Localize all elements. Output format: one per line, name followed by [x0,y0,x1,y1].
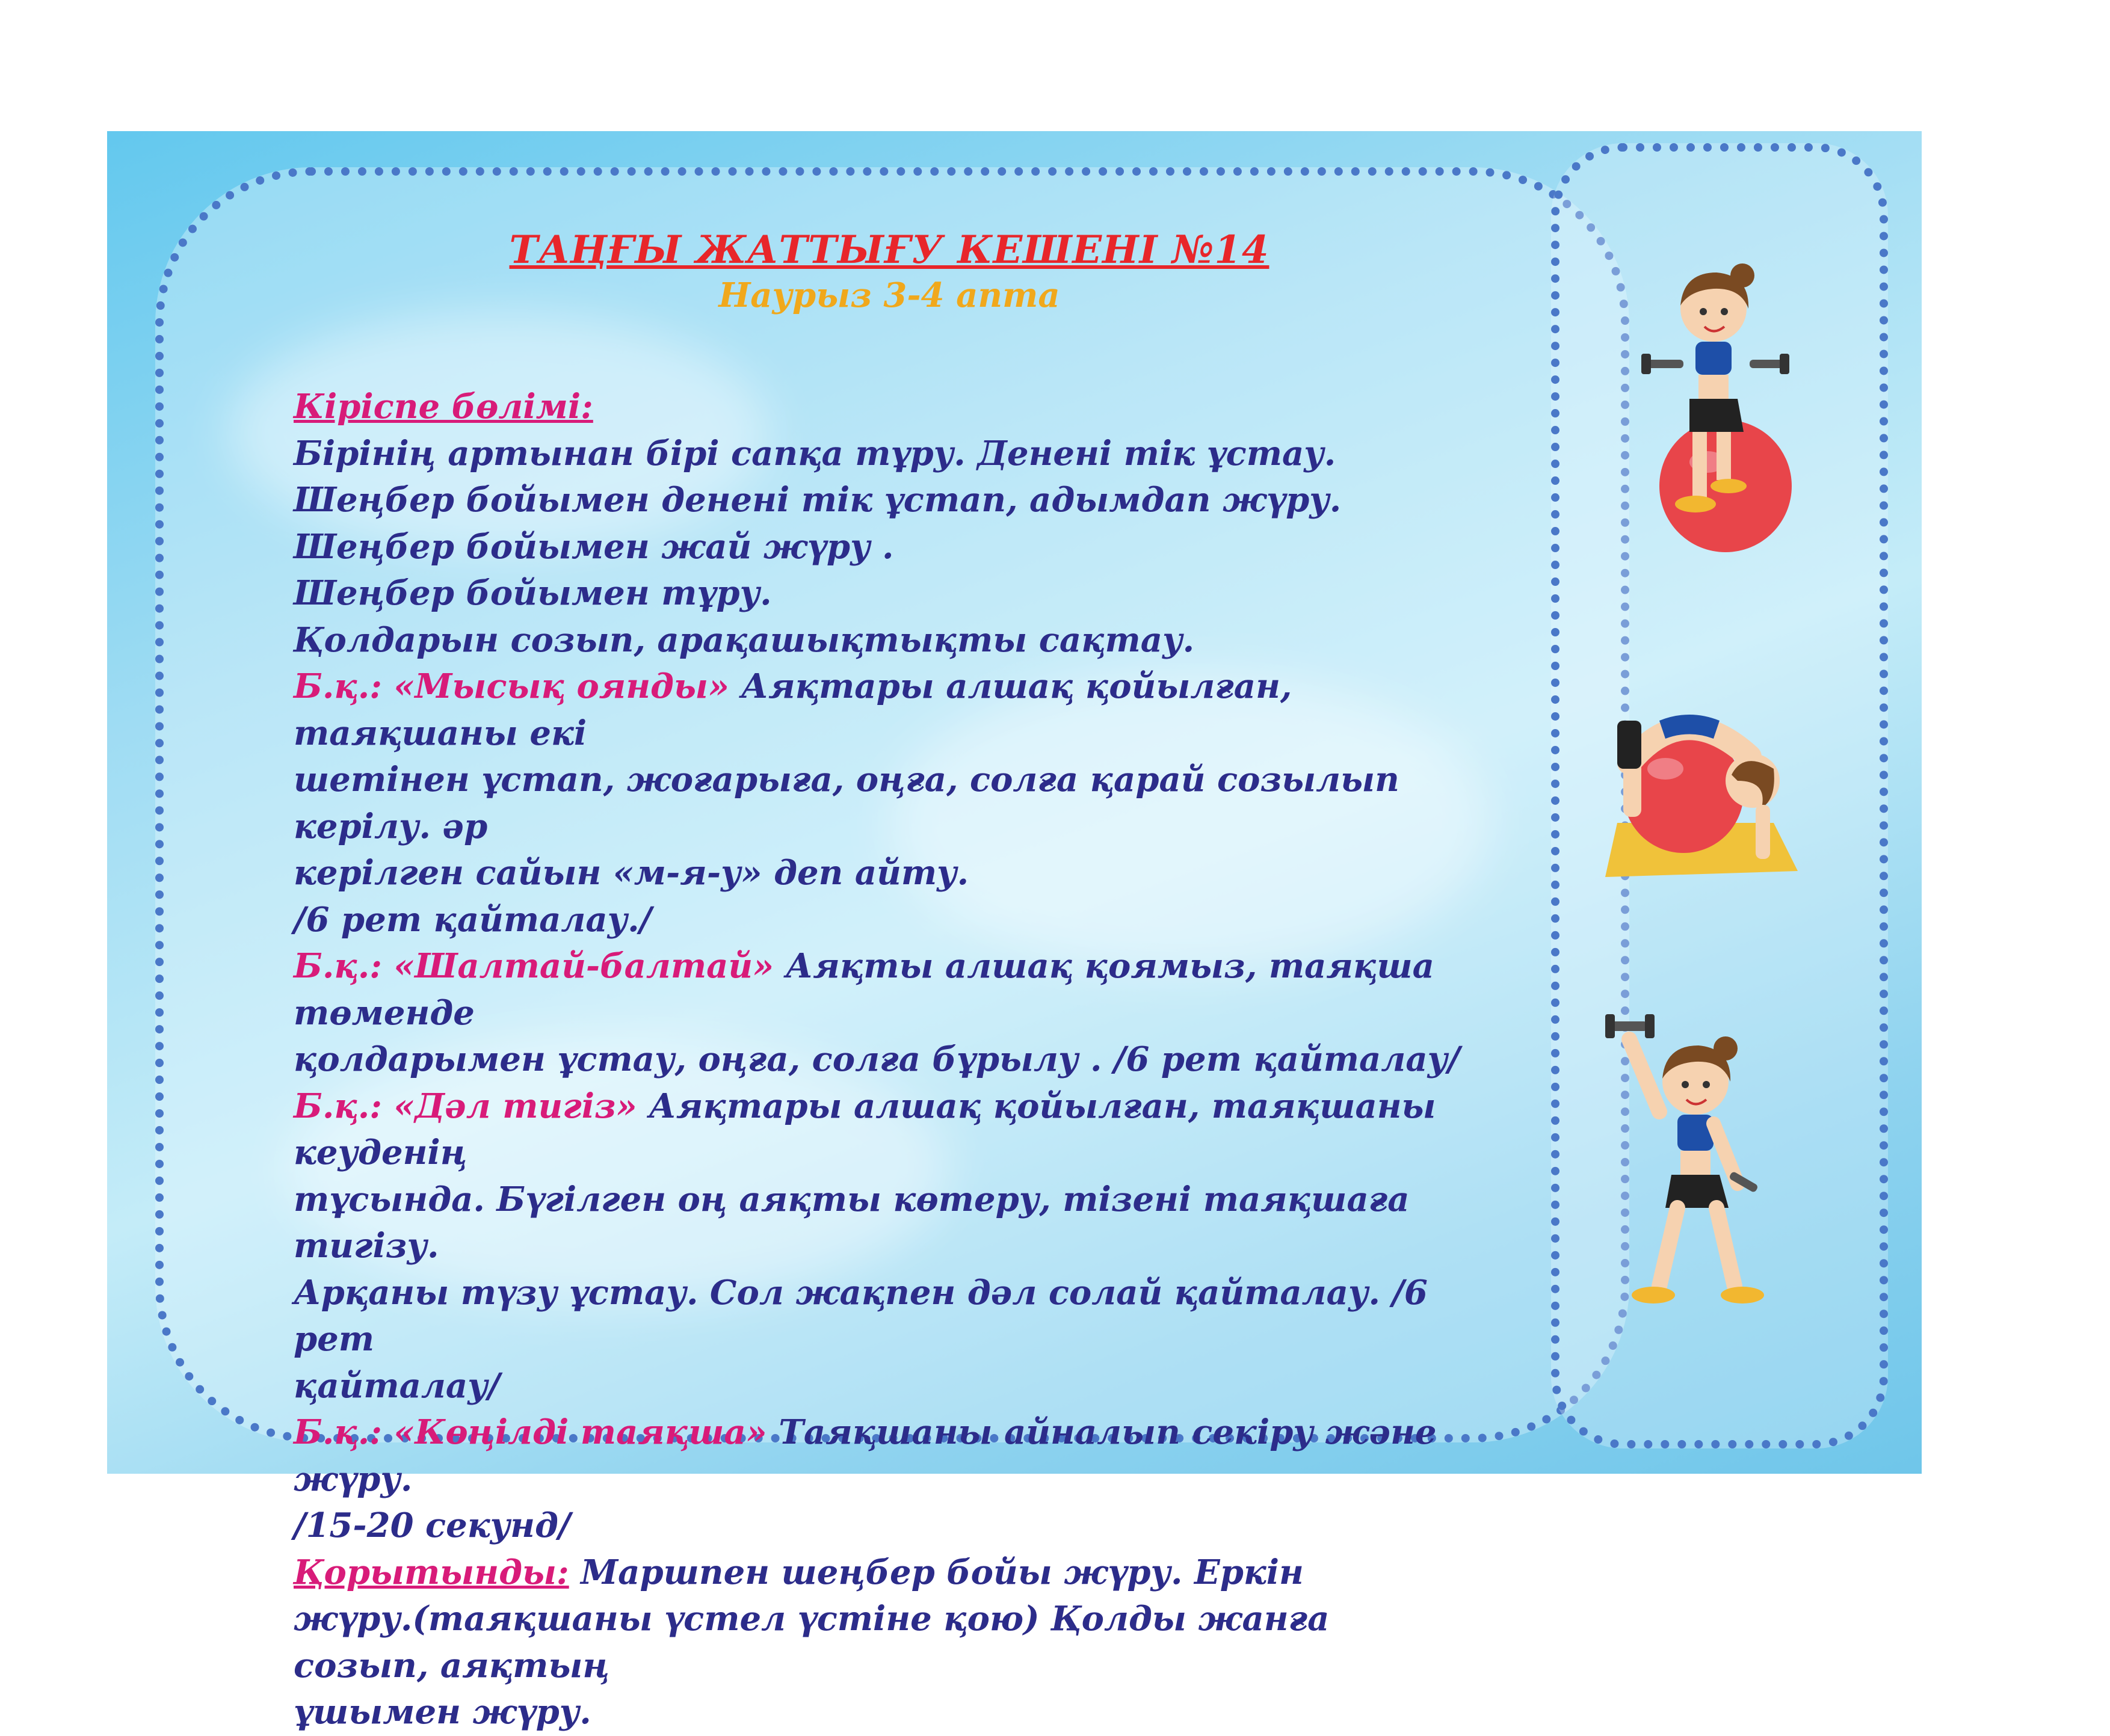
conclusion [294,1550,1473,1596]
intro-line: Шеңбер бойымен денені тік ұстап, адымдап жүру. [294,480,1342,520]
intro-heading: Кіріспе бөлімі: [294,387,593,426]
exercise-1-text: Аяқтары алшақ қойылған, таяқшаны екі [294,666,1292,753]
exercise-2 [294,943,1473,1036]
conclusion-line: ұшымен жүру. [294,1692,591,1732]
exercise-3-text: Аяқтары алшақ қойылған, таяқшаны кеуденің [294,1086,1436,1172]
page-title: ТАҢҒЫ ЖАТТЫҒУ КЕШЕНІ №14 [509,227,1269,272]
exercise-3-name: Б.қ.: «Дәл тигіз» [294,1086,637,1126]
page-subtitle: Наурыз 3-4 апта [718,275,1060,315]
intro-line: Бірінің артынан бірі сапқа тұру. Денені тік ұстау. [294,433,1336,473]
exercise-3 [294,1083,1473,1177]
exercise-1 [294,663,1473,757]
exercise-1-name: Б.қ.: «Мысық оянды» [294,666,729,706]
exercise-2-line: қолдарымен ұстау, оңға, солға бұрылу . /6 рет қайталау/ [294,1039,1460,1079]
conclusion-line: жүру.(таяқшаны үстел үстіне қою) Қолды жанға созып, аяқтың [294,1599,1330,1685]
exercise-2-text: Аяқты алшақ қоямыз, таяқша төменде [294,946,1434,1033]
conclusion-text: Маршпен шеңбер бойы жүру. Еркін [569,1552,1304,1592]
exercise-4-text: Таяқшаны айналып секіру және жүру. [294,1412,1437,1499]
intro-line: Шеңбер бойымен жай жүру . [294,526,894,567]
girl-backbend-ball-icon [1593,673,1810,901]
exercise-1-line: /6 рет қайталау./ [294,899,652,940]
exercise-1-line: керілген сайын «м-я-у» деп айту. [294,853,969,893]
exercise-3-line: Арқаны түзу ұстау. Сол жақпен дәл солай қайталау. /6 рет [294,1272,1428,1359]
conclusion-heading: Қорытынды: [294,1552,569,1592]
exercise-1-line: шетінен ұстап, жоғарыға, оңға, солға қарай созылып керілу. әр [294,760,1399,846]
exercise-text [294,384,1473,1736]
exercise-3-line: қайталау/ [294,1365,501,1406]
exercise-3-line: тұсында. Бүгілген оң аяқты көтеру, тізені таяқшаға тигізу. [294,1179,1410,1266]
girl-dumbbell-raise-icon [1593,1003,1798,1340]
poster-sheet [107,131,1922,1732]
exercise-4-line: /15-20 секунд/ [294,1506,571,1545]
intro-line: Шеңбер бойымен тұру. [294,573,772,613]
exercise-2-name: Б.қ.: «Шалтай-балтай» [294,946,774,986]
exercise-4-name: Б.қ.: «Көңілді таяқша» [294,1412,767,1452]
exercise-4 [294,1409,1473,1503]
intro-line: Қолдарын созып, арақашықтықты сақтау. [294,620,1195,660]
girl-dumbbells-ball-icon [1605,251,1798,540]
